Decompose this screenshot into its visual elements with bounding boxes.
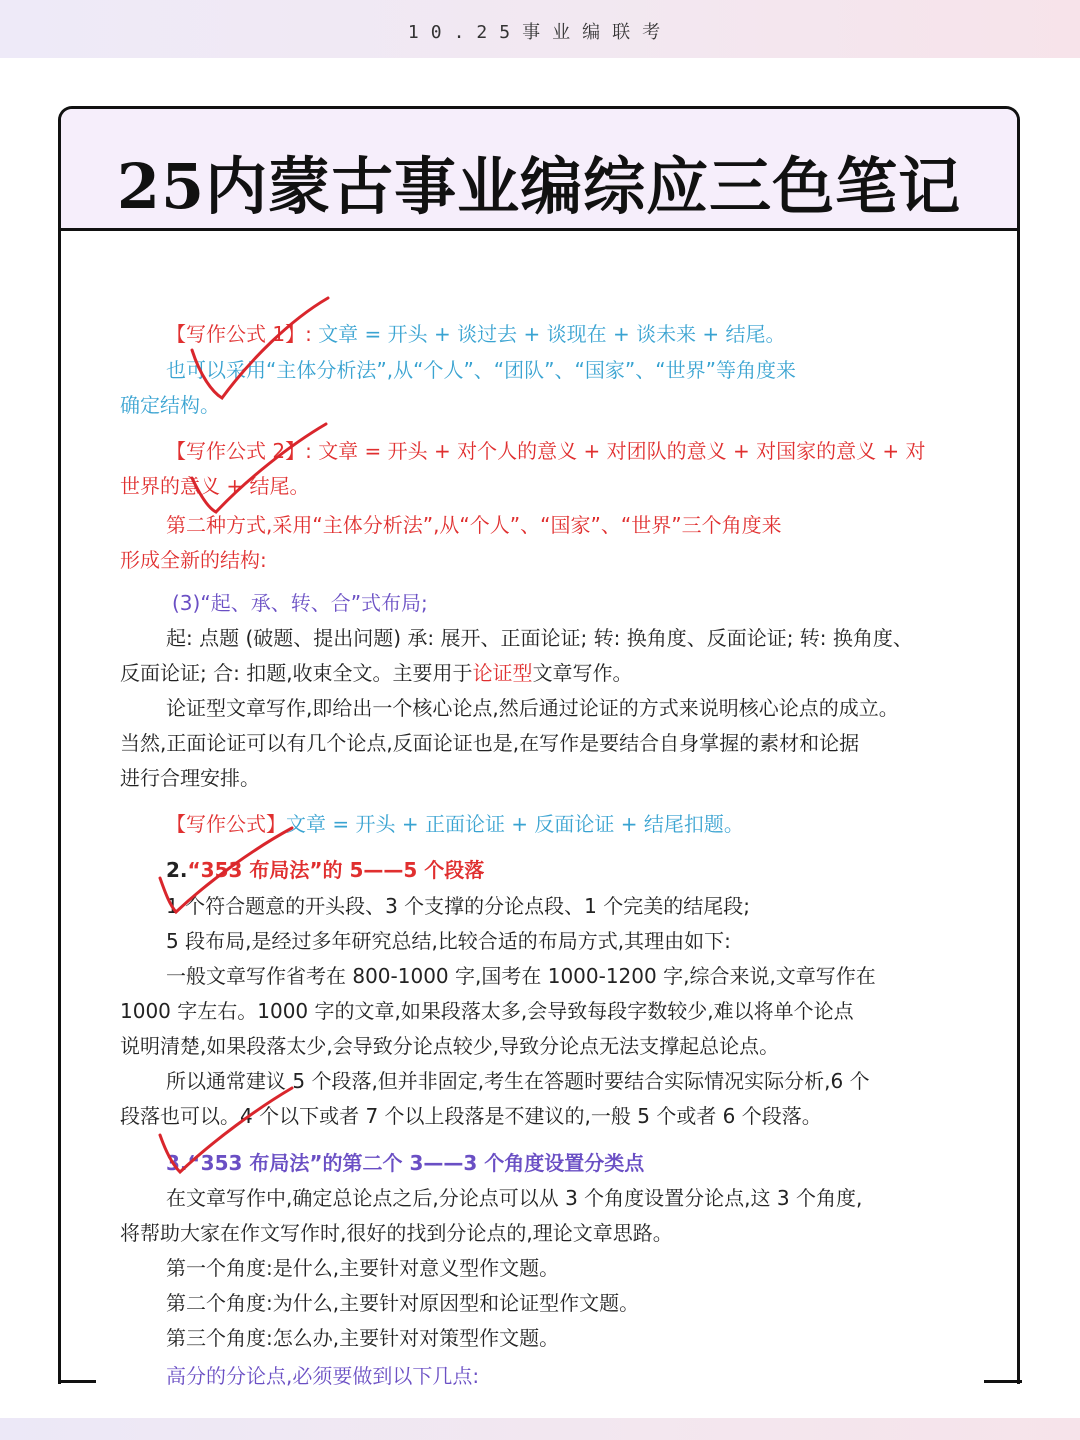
formula-2-text-end: 世界的意义 + 结尾。 bbox=[120, 474, 310, 498]
heading-3-para-1: 在文章写作中,确定总论点之后,分论点可以从 3 个角度设置分论点,这 3 个角度, bbox=[166, 1186, 863, 1210]
section-3-para-2-b: 文章写作。 bbox=[532, 661, 633, 685]
heading-2-para-3: 一般文章写作省考在 800-1000 字,国考在 1000-1200 字,综合来说,文章写作在 bbox=[166, 964, 876, 988]
angle-2: 第二个角度:为什么,主要针对原因型和论证型作文题。 bbox=[166, 1291, 640, 1315]
heading-3-para-2: 将帮助大家在作文写作时,很好的找到分论点的,理论文章思路。 bbox=[120, 1221, 673, 1245]
formula-2-note: 第二种方式,采用“主体分析法”,从“个人”、“国家”、“世界”三个角度来 bbox=[166, 513, 782, 537]
section-3-para-2-a: 反面论证; 合: 扣题,收束全文。主要用于 bbox=[120, 661, 473, 685]
formula-2-line bbox=[166, 435, 926, 464]
top-banner bbox=[0, 0, 1080, 58]
formula-3-line bbox=[166, 808, 744, 837]
section-3-para-2 bbox=[120, 657, 633, 686]
formula-2-note-end: 形成全新的结构: bbox=[120, 548, 267, 572]
section-3-heading: (3)“起、承、转、合”式布局; bbox=[172, 591, 428, 615]
formula-3-text: 文章 = 开头 + 正面论证 + 反面论证 + 结尾扣题。 bbox=[286, 812, 744, 836]
high-score-note: 高分的分论点,必须要做到以下几点: bbox=[166, 1364, 480, 1388]
page-title: 25内蒙古事业编综应三色笔记 bbox=[116, 150, 962, 223]
title-box bbox=[61, 109, 1017, 231]
heading-2-para-2: 5 段布局,是经过多年研究总结,比较合适的布局方式,其理由如下: bbox=[166, 929, 731, 953]
heading-3: 3.“353 布局法”的第二个 3——3 个角度设置分类点 bbox=[166, 1151, 645, 1175]
heading-2-para-4: 1000 字左右。1000 字的文章,如果段落太多,会导致每段字数较少,难以将单个论点 bbox=[120, 999, 854, 1023]
formula-2-tag: 【写作公式 2】: bbox=[166, 439, 312, 463]
heading-2-para-6: 所以通常建议 5 个段落,但并非固定,考生在答题时要结合实际情况实际分析,6 个 bbox=[166, 1069, 870, 1093]
formula-1-note-end: 确定结构。 bbox=[120, 393, 220, 417]
formula-1-line bbox=[166, 318, 786, 347]
section-3-para-4: 当然,正面论证可以有几个论点,反面论证也是,在写作是要结合自身掌握的素材和论据 bbox=[120, 731, 860, 755]
formula-1-text: 文章 = 开头 + 谈过去 + 谈现在 + 谈未来 + 结尾。 bbox=[318, 322, 786, 346]
formula-1-note: 也可以采用“主体分析法”,从“个人”、“团队”、“国家”、“世界”等角度来 bbox=[166, 358, 796, 382]
heading-2-text: “353 布局法”的 5——5 个段落 bbox=[187, 858, 485, 882]
heading-2 bbox=[166, 854, 484, 883]
section-3-para-3: 论证型文章写作,即给出一个核心论点,然后通过论证的方式来说明核心论点的成立。 bbox=[166, 696, 899, 720]
header-tag: 10.25事业编联考 bbox=[407, 22, 673, 43]
formula-1-tag: 【写作公式 1】: bbox=[166, 322, 312, 346]
heading-2-para-7: 段落也可以。4 个以下或者 7 个以上段落是不建议的,一般 5 个或者 6 个段落。 bbox=[120, 1104, 822, 1128]
formula-2-text: 文章 = 开头 + 对个人的意义 + 对团队的意义 + 对国家的意义 + 对 bbox=[318, 439, 926, 463]
section-3-para-1: 起: 点题 (破题、提出问题) 承: 展开、正面论证; 转: 换角度、反面论证; 转: 换角度、 bbox=[166, 626, 913, 650]
heading-2-para-5: 说明清楚,如果段落太少,会导致分论点较少,导致分论点无法支撑起总论点。 bbox=[120, 1034, 780, 1058]
section-3-highlight: 论证型 bbox=[472, 661, 533, 685]
angle-1: 第一个角度:是什么,主要针对意义型作文题。 bbox=[166, 1256, 560, 1280]
formula-3-tag: 【写作公式】 bbox=[166, 812, 286, 836]
heading-2-number: 2. bbox=[166, 858, 188, 882]
frame-foot-left bbox=[58, 1380, 96, 1383]
heading-2-para-1: 1 个符合题意的开头段、3 个支撑的分论点段、1 个完美的结尾段; bbox=[166, 894, 750, 918]
frame-foot-right bbox=[984, 1380, 1022, 1383]
section-3-para-5: 进行合理安排。 bbox=[120, 766, 260, 790]
angle-3: 第三个角度:怎么办,主要针对对策型作文题。 bbox=[166, 1326, 560, 1350]
bottom-banner bbox=[0, 1418, 1080, 1440]
